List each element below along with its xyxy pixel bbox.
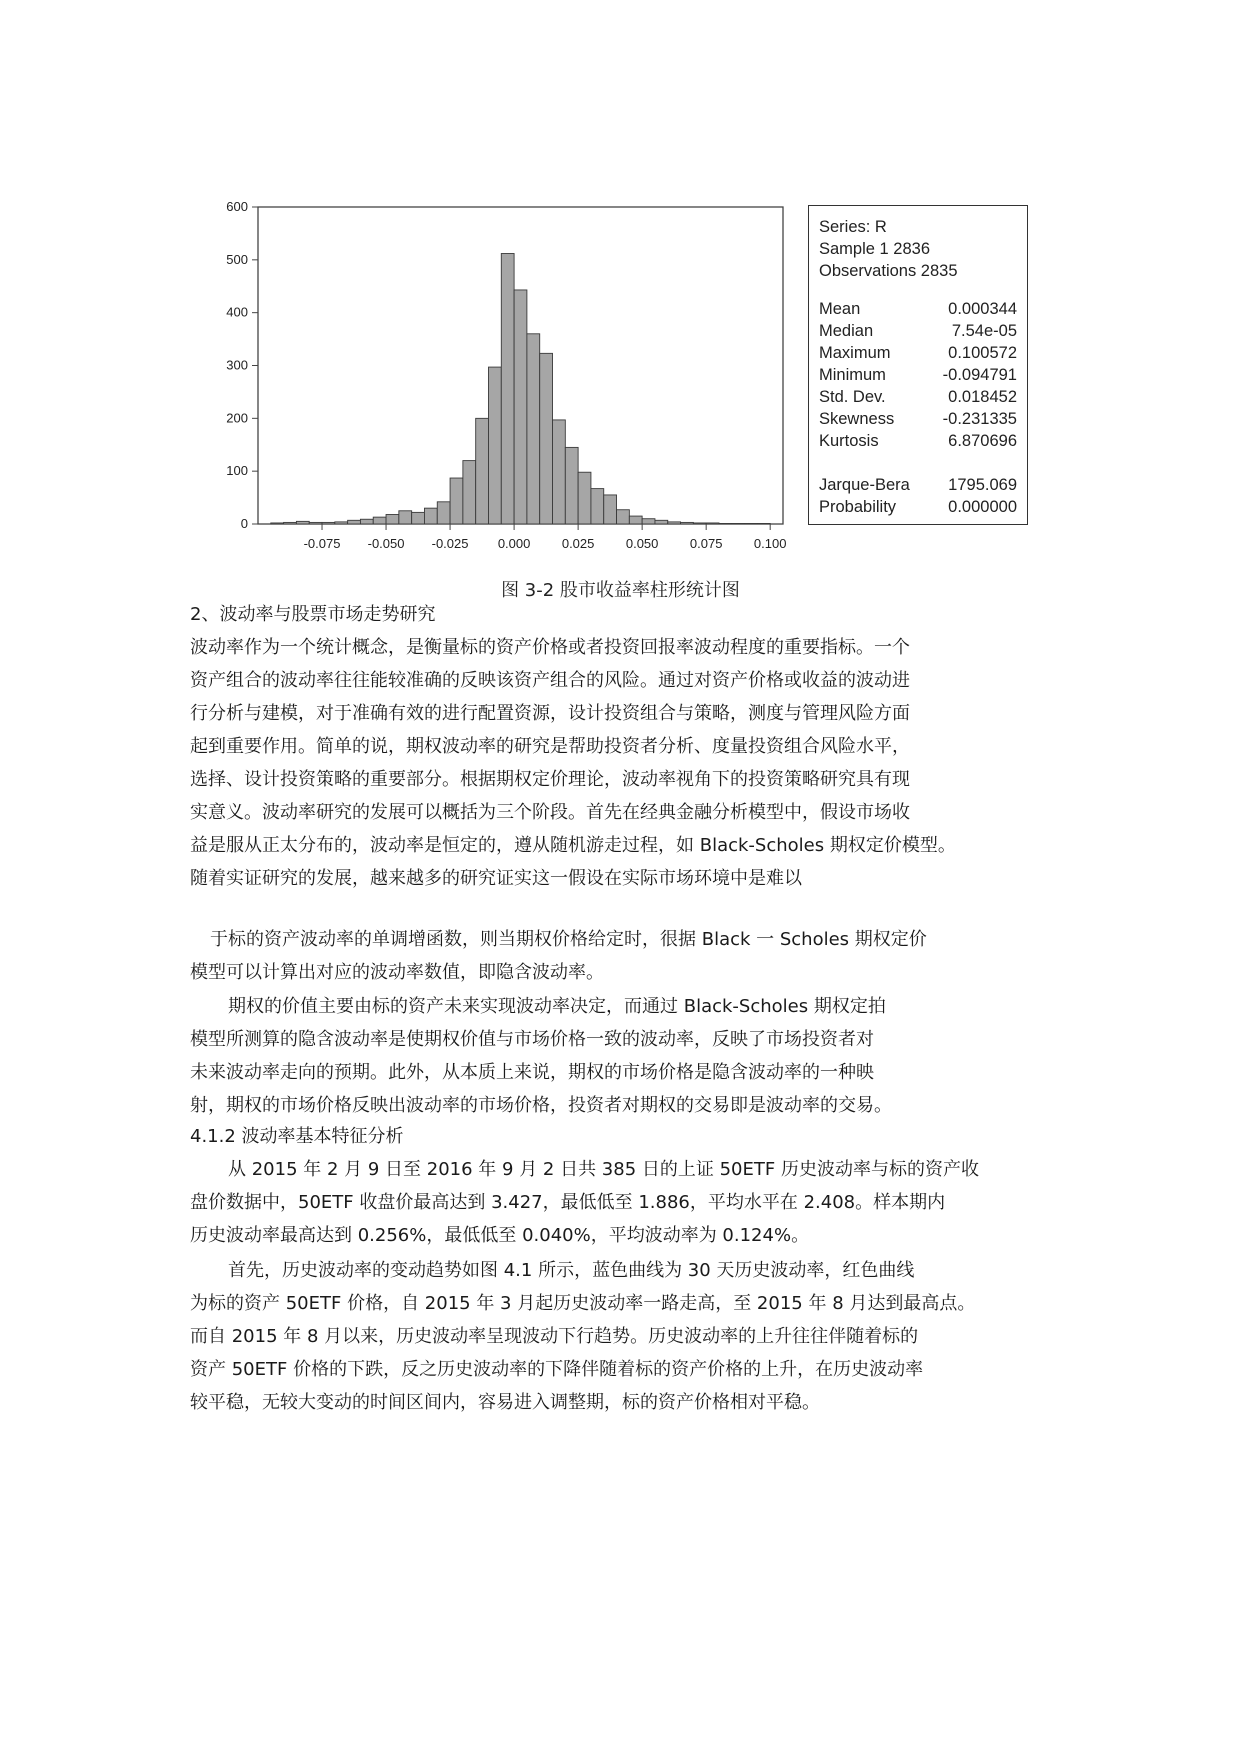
paragraph-line: 而自 2015 年 8 月以来，历史波动率呈现波动下行趋势。历史波动率的上升往往伴随着标的: [190, 1326, 919, 1347]
x-tick-label: 0.100: [753, 536, 787, 551]
stats-sample: Sample 1 2836: [819, 240, 930, 258]
stats-row-skewness: Skewness -0.231335: [819, 410, 1017, 428]
histogram-bar: [706, 523, 719, 524]
stats-row-probability: Probability 0.000000: [819, 498, 1017, 516]
statistics-box: [808, 205, 1028, 525]
histogram-bar: [553, 420, 566, 524]
x-tick-label: 0.025: [561, 536, 595, 551]
histogram-bar: [271, 523, 284, 524]
histogram-bar: [591, 489, 604, 524]
histogram-bar: [693, 523, 706, 524]
paragraph-line: 未来波动率走向的预期。此外，从本质上来说，期权的市场价格是隐含波动率的一种映: [190, 1062, 874, 1083]
histogram-bar: [284, 522, 297, 524]
stats-row-stddev: Std. Dev. 0.018452: [819, 388, 1017, 406]
stats-header: [819, 216, 958, 282]
histogram-bar: [629, 516, 642, 524]
histogram-bar: [373, 517, 386, 524]
histogram-bar: [501, 253, 514, 524]
paragraph-line: 资产组合的波动率往往能较准确的反映该资产组合的风险。通过对资产价格或收益的波动进: [190, 670, 910, 691]
histogram-bar: [437, 502, 450, 524]
x-tick-label: 0.075: [689, 536, 723, 551]
histogram-bar: [360, 519, 373, 524]
y-tick-label: 100: [226, 463, 248, 479]
y-tick-label: 500: [226, 251, 248, 267]
histogram-bar: [655, 520, 668, 524]
x-tick-label: 0.050: [625, 536, 659, 551]
stats-series: Series: R: [819, 218, 887, 236]
histogram-bar: [527, 334, 540, 524]
histogram-bar: [617, 510, 630, 524]
histogram-bar: [476, 418, 489, 524]
paragraph-line: 首先，历史波动率的变动趋势如图 4.1 所示，蓝色曲线为 30 天历史波动率，红色曲线: [228, 1260, 915, 1281]
stats-observations: Observations 2835: [819, 262, 958, 280]
histogram-bar: [565, 447, 578, 524]
histogram-bar: [732, 523, 745, 524]
histogram-bar: [642, 519, 655, 524]
paragraph-line: 从 2015 年 2 月 9 日至 2016 年 9 月 2 日共 385 日的上证 50ETF 历史波动率与标的资产收: [228, 1159, 979, 1180]
paragraph-line: 资产 50ETF 价格的下跌，反之历史波动率的下降伴随着标的资产价格的上升，在历史波动率: [190, 1359, 924, 1380]
y-tick-label: 400: [226, 304, 248, 320]
paragraph-line: 较平稳，无较大变动的时间区间内，容易进入调整期，标的资产价格相对平稳。: [190, 1392, 820, 1413]
paragraph-line: 于标的资产波动率的单调增函数，则当期权价格给定时，很据 Black 一 Scholes 期权定价: [210, 929, 927, 950]
paragraph-line: 波动率作为一个统计概念，是衡量标的资产价格或者投资回报率波动程度的重要指标。一个: [190, 637, 910, 658]
x-tick-label: -0.025: [431, 536, 469, 551]
stats-row-jarque-bera: Jarque-Bera 1795.069: [819, 476, 1017, 494]
histogram-bar: [322, 522, 335, 524]
paragraph-line: 模型可以计算出对应的波动率数值，即隐含波动率。: [190, 962, 604, 983]
paragraph-line: 模型所测算的隐含波动率是使期权价值与市场价格一致的波动率，反映了市场投资者对: [190, 1029, 874, 1050]
paragraph-line: 随着实证研究的发展，越来越多的研究证实这一假设在实际市场环境中是难以: [190, 868, 802, 889]
paragraph-line: 历史波动率最高达到 0.256%，最低低至 0.040%，平均波动率为 0.124%。: [190, 1225, 810, 1246]
histogram-bar: [399, 511, 412, 524]
histogram-bar: [412, 512, 425, 524]
histogram-bar: [745, 523, 758, 524]
paragraph-line: 实意义。波动率研究的发展可以概括为三个阶段。首先在经典金融分析模型中，假设市场收: [190, 802, 910, 823]
y-tick-label: 200: [226, 410, 248, 426]
paragraph-line: 益是服从正太分布的，波动率是恒定的，遵从随机游走过程，如 Black-Scholes 期权定价模型。: [190, 835, 956, 856]
subsection-heading: 4.1.2 波动率基本特征分析: [190, 1126, 404, 1147]
paragraph-line: 为标的资产 50ETF 价格，自 2015 年 3 月起历史波动率一路走高，至 2015 年 8 月达到最高点。: [190, 1293, 976, 1314]
section-heading: 2、波动率与股票市场走势研究: [190, 604, 436, 625]
paragraph-line: 期权的价值主要由标的资产未来实现波动率决定，而通过 Black-Scholes 期权定拍: [228, 996, 886, 1017]
x-tick-label: -0.050: [367, 536, 405, 551]
stats-row-maximum: Maximum 0.100572: [819, 344, 1017, 362]
histogram-bar: [348, 520, 361, 524]
histogram-bar: [719, 523, 732, 524]
paragraph-line: 盘价数据中，50ETF 收盘价最高达到 3.427，最低低至 1.886，平均水平在 2.408。样本期内: [190, 1192, 946, 1213]
stats-row-kurtosis: Kurtosis 6.870696: [819, 432, 1017, 450]
stats-row-mean: Mean 0.000344: [819, 300, 1017, 318]
y-tick-label: 0: [240, 516, 248, 531]
histogram-bar: [604, 495, 617, 524]
histogram-bar: [296, 521, 309, 524]
paragraph-line: 射，期权的市场价格反映出波动率的市场价格，投资者对期权的交易即是波动率的交易。: [190, 1095, 892, 1116]
figure-caption: 图 3-2 股市收益率柱形统计图: [501, 580, 740, 601]
y-tick-label: 600: [226, 199, 248, 214]
histogram-bar: [335, 522, 348, 524]
y-tick-label: 300: [226, 357, 248, 373]
histogram-bar: [386, 514, 399, 524]
histogram-bar: [309, 522, 322, 524]
x-tick-label: 0.000: [497, 536, 531, 551]
histogram-bar: [578, 472, 591, 524]
histogram-bar: [757, 523, 770, 524]
histogram-bar: [540, 353, 553, 524]
paragraph-line: 行分析与建模，对于准确有效的进行配置资源，设计投资组合与策略，测度与管理风险方面: [190, 703, 910, 724]
histogram-bar: [424, 508, 437, 524]
histogram-bar: [463, 461, 476, 524]
histogram-bar: [514, 290, 527, 524]
histogram-bar: [488, 367, 501, 524]
return-histogram: [200, 195, 800, 565]
stats-row-minimum: Minimum -0.094791: [819, 366, 1017, 384]
paragraph-line: 选择、设计投资策略的重要部分。根据期权定价理论，波动率视角下的投资策略研究具有现: [190, 769, 910, 790]
histogram-bar: [681, 522, 694, 524]
histogram-bar: [450, 478, 463, 524]
paragraph-line: 起到重要作用。简单的说，期权波动率的研究是帮助投资者分析、度量投资组合风险水平，: [190, 736, 910, 757]
x-tick-label: -0.075: [303, 536, 341, 551]
histogram-bar: [668, 522, 681, 524]
stats-row-median: Median 7.54e-05: [819, 322, 1017, 340]
